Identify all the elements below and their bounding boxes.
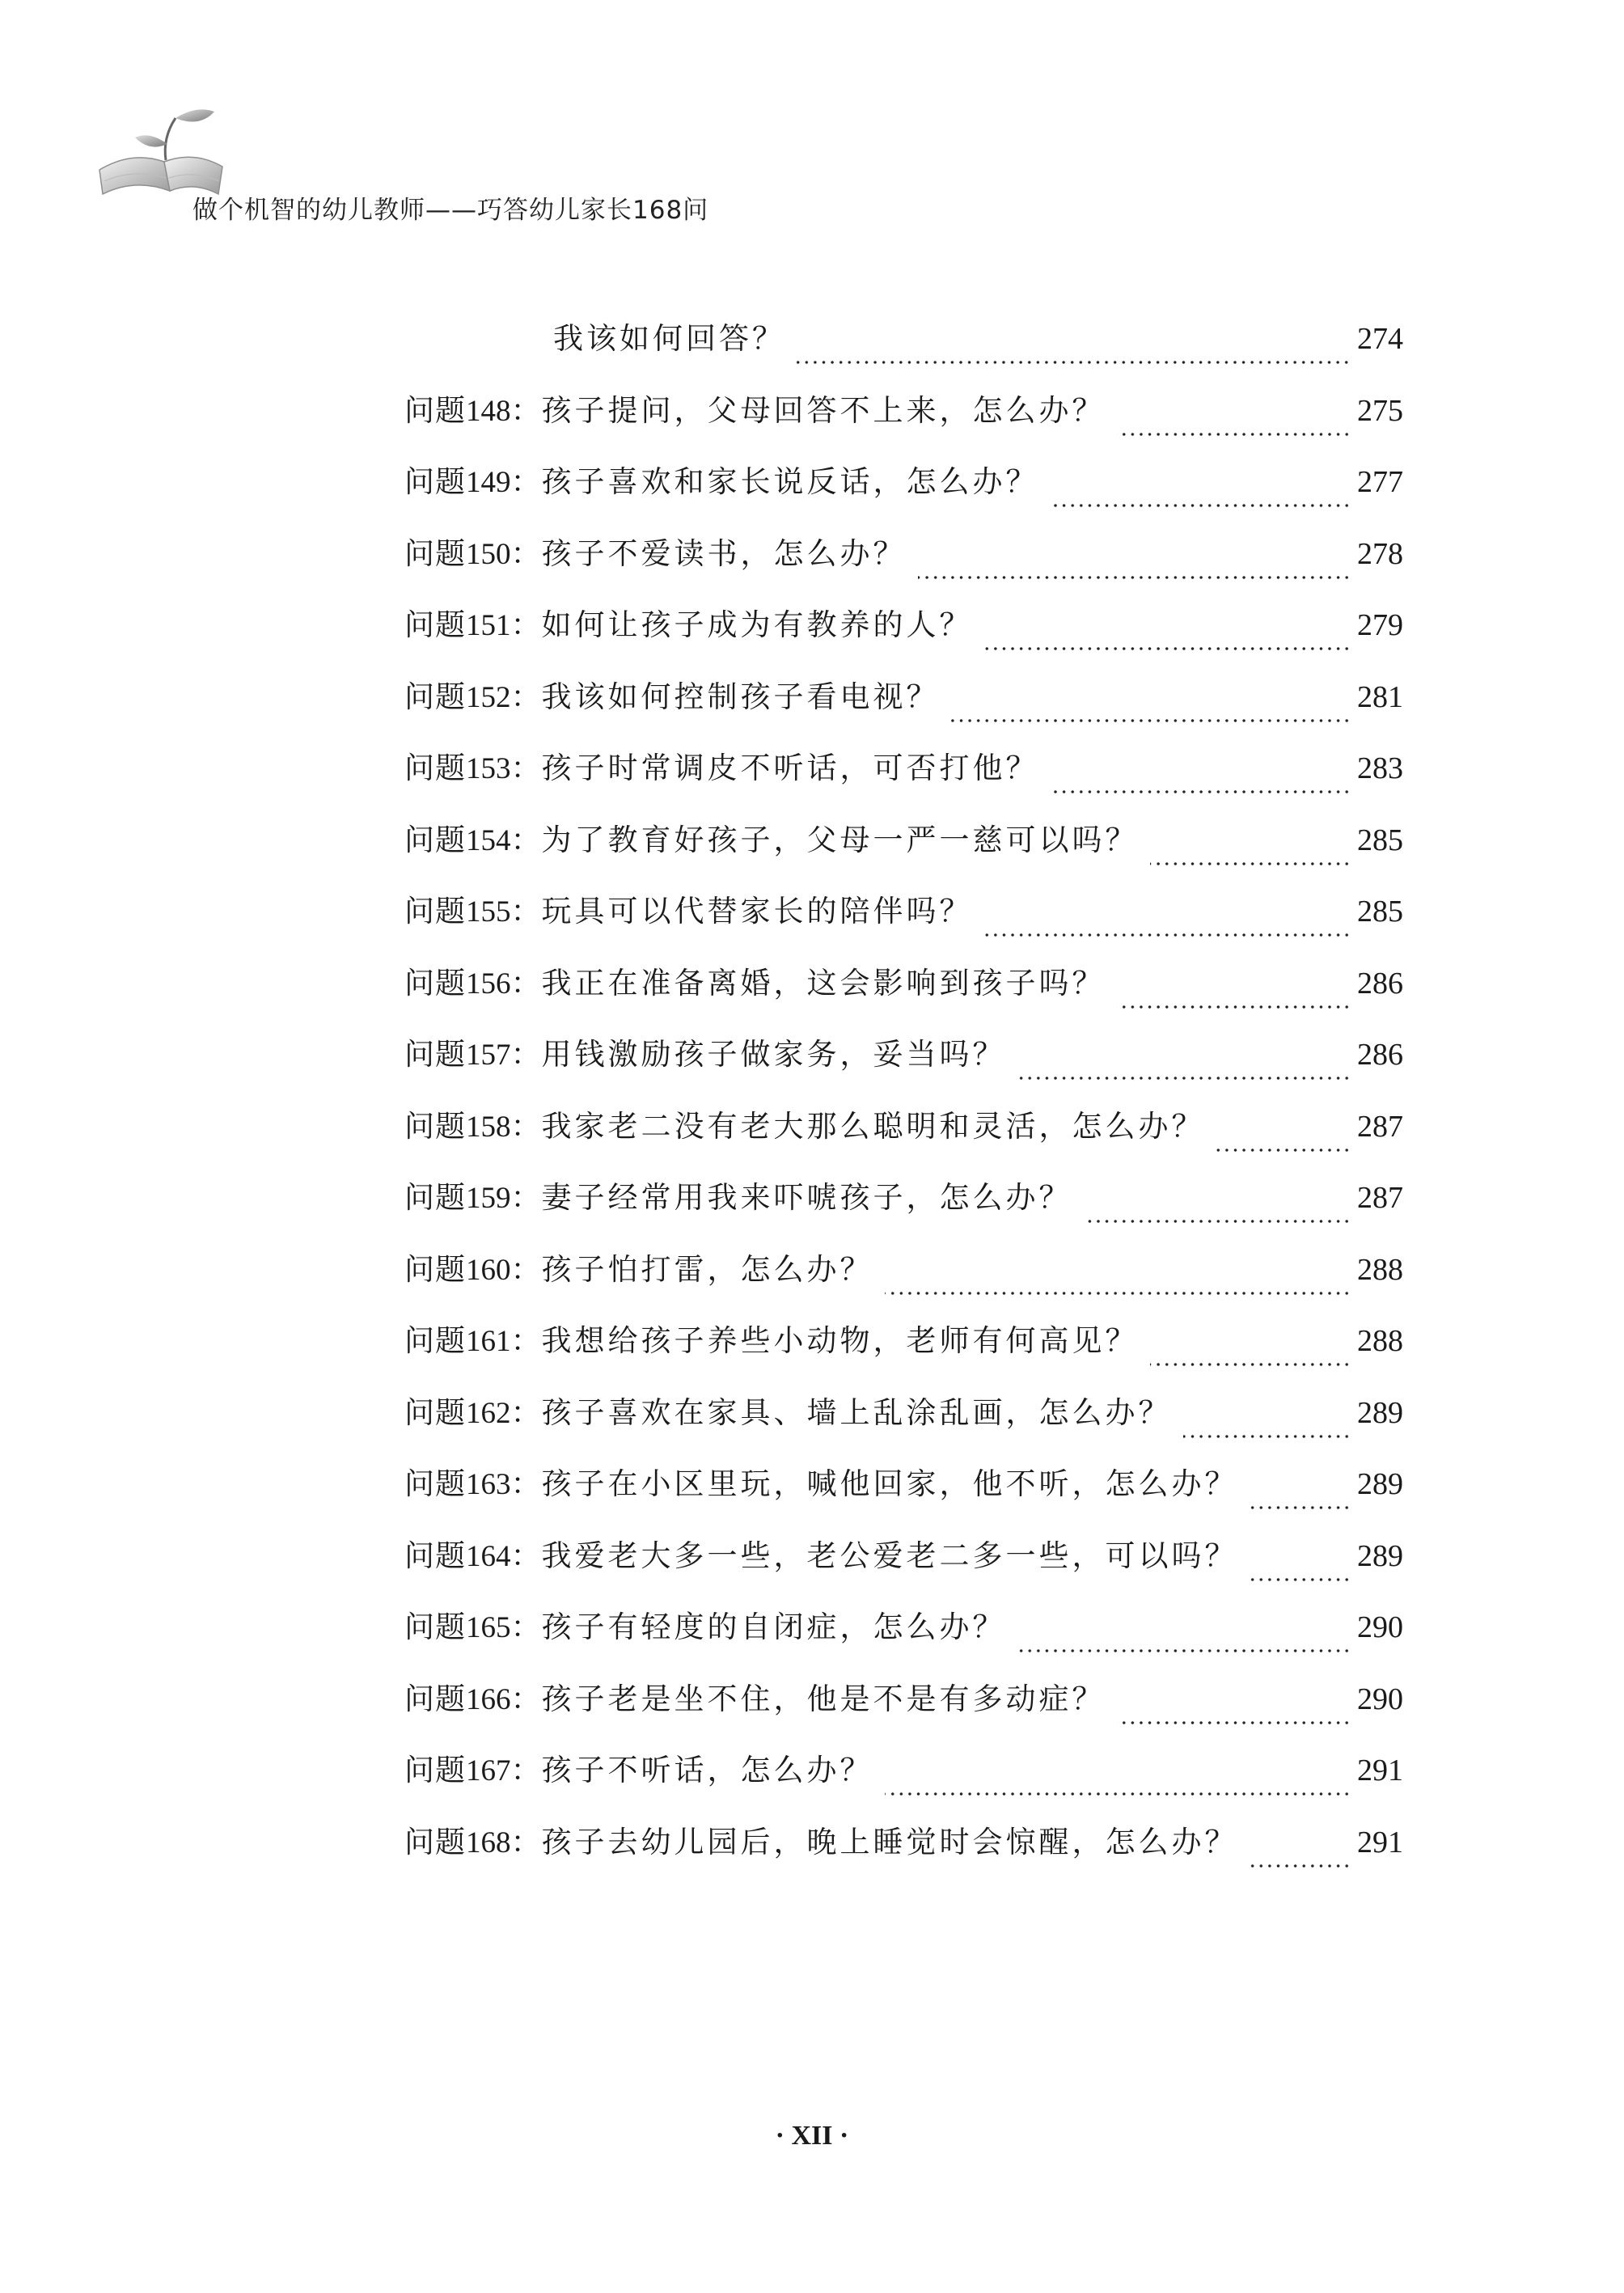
dot-leader — [1150, 1362, 1351, 1367]
toc-entry-162[interactable] — [404, 1394, 1403, 1470]
toc-entry-title: 我正在准备离婚，这会影响到孩子吗？ — [541, 965, 1106, 1001]
toc-entry-label: 问题151： — [404, 607, 542, 642]
toc-entry-title: 我该如何回答？ — [553, 321, 785, 356]
toc-entry-title: 孩子喜欢和家长说反话，怎么办？ — [541, 464, 1039, 499]
toc-entry-153[interactable] — [404, 753, 1403, 825]
toc-entry-title: 孩子怕打雷，怎么办？ — [541, 1251, 873, 1287]
dot-leader — [984, 646, 1351, 651]
toc-entry-page: 278 — [1357, 536, 1403, 571]
toc-entry-page: 281 — [1357, 679, 1403, 714]
toc-entry-label: 问题152： — [404, 679, 542, 714]
toc-entry-title: 孩子不爱读书，怎么办？ — [541, 535, 907, 571]
page-number: · XII · — [775, 2121, 849, 2151]
toc-entry-159[interactable] — [404, 1182, 1403, 1254]
toc-entry-label: 问题158： — [404, 1108, 542, 1144]
toc-entry-154[interactable] — [404, 822, 1403, 897]
toc-entry-label: 问题162： — [404, 1394, 542, 1430]
dot-leader — [1117, 432, 1351, 437]
running-header-title: 做个机智的幼儿教师——巧答幼儿家长168问 — [192, 196, 709, 225]
toc-entry-page: 291 — [1357, 1754, 1403, 1787]
dot-leader — [1183, 1434, 1351, 1439]
dot-leader — [1017, 1648, 1351, 1653]
toc-entry-page: 283 — [1357, 751, 1403, 785]
toc-entry-page: 285 — [1357, 895, 1403, 929]
toc-entry-title: 我该如何控制孩子看电视？ — [541, 679, 940, 714]
toc-entry-page: 286 — [1357, 1038, 1403, 1072]
toc-entry-page: 290 — [1357, 1610, 1403, 1644]
toc-entry-title: 妻子经常用我来吓唬孩子，怎么办？ — [541, 1180, 1072, 1215]
dot-leader — [1250, 1577, 1351, 1582]
toc-entry-page: 279 — [1357, 608, 1403, 642]
toc-entry-title: 孩子喜欢在家具、墙上乱涂乱画，怎么办？ — [541, 1394, 1172, 1430]
toc-entry-page: 289 — [1357, 1467, 1403, 1501]
dot-leader — [1250, 1505, 1351, 1510]
toc-entry-167[interactable] — [404, 1755, 1403, 1827]
toc-entry-title: 孩子时常调皮不听话，可否打他？ — [541, 751, 1039, 785]
toc-entry-148[interactable] — [404, 392, 1403, 467]
toc-entry-title: 我想给孩子养些小动物，老师有何高见？ — [541, 1323, 1139, 1358]
dot-leader — [1051, 503, 1351, 508]
dot-leader — [1117, 1720, 1351, 1725]
toc-entry-page: 277 — [1357, 465, 1403, 499]
toc-entry-157[interactable] — [404, 1039, 1403, 1111]
toc-entry-label: 问题159： — [404, 1180, 542, 1215]
toc-entry-page: 275 — [1357, 393, 1403, 428]
toc-entry-continuation[interactable] — [404, 321, 1403, 396]
dot-leader — [1017, 1076, 1351, 1081]
toc-entry-label: 问题153： — [404, 751, 542, 785]
toc-entry-label: 问题167： — [404, 1753, 542, 1787]
toc-entry-title: 孩子提问，父母回答不上来，怎么办？ — [541, 392, 1106, 428]
toc-entry-label: 问题156： — [404, 965, 542, 1001]
toc-entry-label: 问题148： — [404, 392, 542, 428]
toc-entry-label: 问题165： — [404, 1610, 542, 1644]
toc-entry-165[interactable] — [404, 1612, 1403, 1684]
toc-entry-title: 如何让孩子成为有教养的人？ — [541, 607, 973, 642]
toc-entry-151[interactable] — [404, 607, 1403, 682]
toc-entry-title: 孩子去幼儿园后，晚上睡觉时会惊醒，怎么办？ — [541, 1824, 1238, 1859]
toc-entry-page: 288 — [1357, 1324, 1403, 1358]
toc-entry-page: 287 — [1357, 1109, 1403, 1144]
toc-entry-152[interactable] — [404, 679, 1403, 754]
toc-entry-150[interactable] — [404, 535, 1403, 611]
dot-leader — [1117, 1005, 1351, 1009]
toc-entry-title: 孩子有轻度的自闭症，怎么办？ — [541, 1610, 1006, 1644]
dot-leader — [1084, 1219, 1351, 1224]
dot-leader — [797, 360, 1351, 365]
toc-entry-page: 274 — [1357, 322, 1403, 356]
toc-entry-title: 我爱老大多一些，老公爱老二多一些，可以吗？ — [541, 1538, 1238, 1573]
toc-entry-title: 我家老二没有老大那么聪明和灵活，怎么办？ — [541, 1108, 1205, 1144]
dot-leader — [951, 718, 1351, 723]
dot-leader — [984, 933, 1351, 937]
toc-entry-161[interactable] — [404, 1323, 1403, 1398]
toc-entry-page: 289 — [1357, 1395, 1403, 1430]
toc-entry-label: 问题157： — [404, 1037, 542, 1072]
dot-leader — [885, 1291, 1351, 1296]
toc-entry-label: 问题154： — [404, 822, 542, 857]
toc-entry-page: 285 — [1357, 823, 1403, 857]
toc-entry-title: 用钱激励孩子做家务，妥当吗？ — [541, 1037, 1006, 1072]
toc-entry-164[interactable] — [404, 1538, 1403, 1613]
toc-entry-title: 玩具可以代替家长的陪伴吗？ — [541, 894, 973, 929]
toc-entry-155[interactable] — [404, 896, 1403, 968]
toc-entry-title: 孩子在小区里玩，喊他回家，他不听，怎么办？ — [541, 1466, 1238, 1501]
dot-leader — [1051, 789, 1351, 794]
toc-entry-label: 问题155： — [404, 894, 542, 929]
toc-entry-163[interactable] — [404, 1466, 1403, 1541]
toc-entry-label: 问题160： — [404, 1251, 542, 1287]
toc-entry-title: 孩子老是坐不住，他是不是有多动症？ — [541, 1681, 1106, 1716]
dot-leader — [1150, 861, 1351, 866]
toc-entry-page: 287 — [1357, 1181, 1403, 1215]
toc-entry-166[interactable] — [404, 1681, 1403, 1756]
toc-entry-label: 问题150： — [404, 535, 542, 571]
toc-entry-page: 286 — [1357, 966, 1403, 1001]
dot-leader — [918, 575, 1351, 580]
toc-entry-label: 问题168： — [404, 1824, 542, 1859]
toc-entry-title: 孩子不听话，怎么办？ — [541, 1753, 873, 1787]
toc-entry-156[interactable] — [404, 965, 1403, 1040]
toc-entry-page: 289 — [1357, 1538, 1403, 1573]
table-of-contents — [404, 321, 1403, 1898]
toc-entry-168[interactable] — [404, 1824, 1403, 1899]
toc-entry-title: 为了教育好孩子，父母一严一慈可以吗？ — [541, 822, 1139, 857]
dot-leader — [1216, 1148, 1351, 1153]
toc-entry-page: 290 — [1357, 1682, 1403, 1716]
toc-entry-label: 问题163： — [404, 1466, 542, 1501]
toc-entry-158[interactable] — [404, 1108, 1403, 1183]
toc-entry-149[interactable] — [404, 464, 1403, 539]
toc-entry-label: 问题161： — [404, 1323, 542, 1358]
dot-leader — [885, 1792, 1351, 1796]
toc-entry-page: 291 — [1357, 1825, 1403, 1859]
toc-entry-page: 288 — [1357, 1252, 1403, 1287]
toc-entry-160[interactable] — [404, 1251, 1403, 1326]
toc-entry-label: 问题166： — [404, 1681, 542, 1716]
dot-leader — [1250, 1864, 1351, 1868]
toc-entry-label: 问题164： — [404, 1538, 542, 1573]
toc-entry-label: 问题149： — [404, 464, 542, 499]
